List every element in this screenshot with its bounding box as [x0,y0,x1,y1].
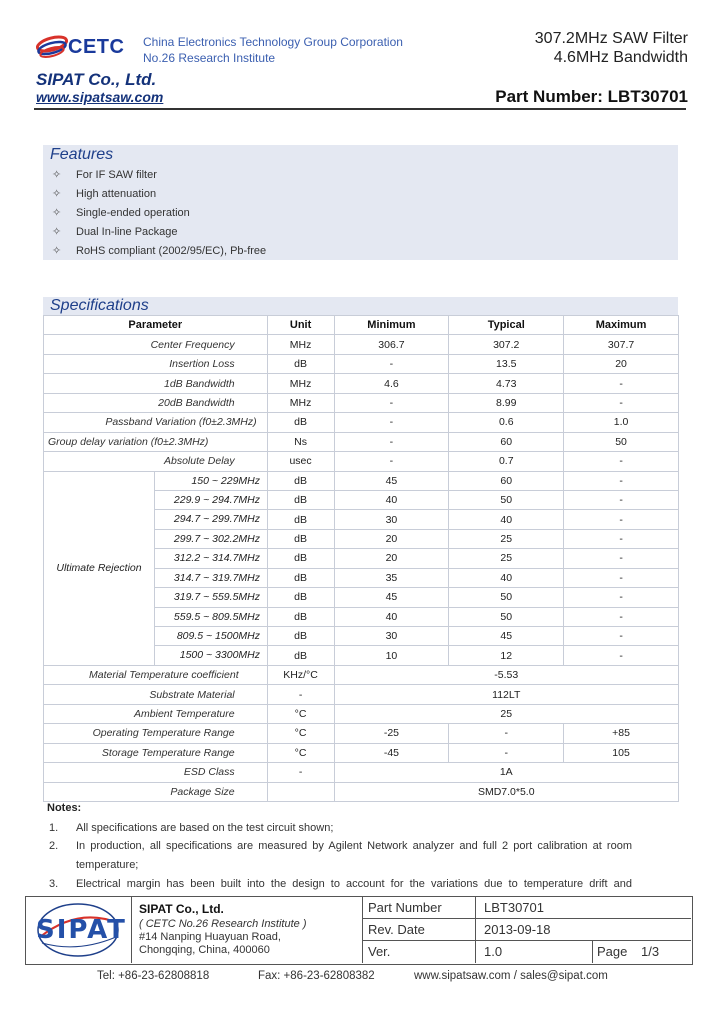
table-row: Substrate Material - 112LT [44,685,679,704]
product-title-line1: 307.2MHz SAW Filter [534,30,688,47]
footer-ver-label: Ver. [368,944,391,959]
rejection-row: dB 30 45 - [44,627,679,646]
diamond-bullet-icon: ✧ [52,207,62,219]
notes-title: Notes: [47,802,82,814]
rejection-label: Ultimate Rejection [56,562,142,575]
diamond-bullet-icon: ✧ [52,226,62,238]
table-row: Center Frequency MHz 306.7 307.2 307.7 [44,335,679,354]
footer-page-label: Page [597,944,628,959]
table-row: Insertion Loss dB - 13.5 20 [44,354,679,373]
diamond-bullet-icon: ✧ [52,188,62,200]
company-cn-line2: No.26 Research Institute [143,51,276,65]
footer-logo-cell [26,897,132,963]
feature-item: ✧ RoHS compliant (2002/95/EC), Pb-free [52,245,267,257]
company-name: SIPAT Co., Ltd. [36,70,157,89]
table-row: Package Size SMD7.0*5.0 [44,782,679,801]
table-row: ESD Class - 1A [44,763,679,782]
features-title: Features [50,146,114,163]
note-item: 2. In production, all specifications are measured by Agilent Network analyzer and full 2 port calibration at room [49,840,632,852]
website-link[interactable]: www.sipatsaw.com [36,89,164,105]
feature-item: ✧ High attenuation [52,188,157,200]
header-divider [34,108,686,110]
footer-address-1: #14 Nanping Huayuan Road, [139,931,281,943]
header-typical: Typical [449,316,564,335]
specifications-title: Specifications [50,297,149,314]
table-row: Operating Temperature Range °C -25 - +85 [44,724,679,743]
feature-item: ✧ For IF SAW filter [52,169,157,181]
table-header-row [44,316,679,335]
rejection-row: dB 40 50 - [44,490,679,509]
rejection-row: dB 20 25 - [44,529,679,548]
header-unit: Unit [267,316,334,335]
rejection-row: dB 45 50 - [44,588,679,607]
diamond-bullet-icon: ✧ [52,169,62,181]
table-row: Ambient Temperature °C 25 [44,704,679,723]
company-cn-line1: China Electronics Technology Group Corporation [143,35,403,49]
note-item: 1. All specifications are based on the test circuit shown; [49,822,334,834]
rejection-row: dB 30 40 - [44,510,679,529]
rejection-row: Ultimate Rejection 150 ~ 229MHz 229.9 ~ 294.7MHz 294.7 ~ 299.7MHz 299.7 ~ 302.2MHz 312.2 ~ 314.7MHz 314.7 ~ 319.7MHz 319.7 ~ 559.5MHz 559.5 ~ 809.5MHz 809.5 ~ 1500MHz 1500 ~ 3300MHz dB 45 60 - [44,471,679,490]
header-minimum: Minimum [334,316,449,335]
table-row: Group delay variation (f0±2.3MHz) Ns - 60 50 [44,432,679,451]
footer-rev-label: Rev. Date [368,922,425,937]
footer-rev-value: 2013-09-18 [484,922,551,937]
part-number-heading [495,87,688,107]
rejection-row: dB 10 12 - [44,646,679,665]
footer-page-value: 1/3 [641,944,660,959]
table-row: Absolute Delay usec - 0.7 - [44,452,679,471]
note-item: 3. Electrical margin has been built into the design to account for the variations due to temperature drift and [49,878,632,890]
specifications-table [43,315,679,802]
rejection-row: dB 40 50 - [44,607,679,626]
footer-pn-label: Part Number [368,900,442,915]
header-parameter: Parameter [44,316,268,335]
header-maximum: Maximum [564,316,679,335]
footer-institute: ( CETC No.26 Research Institute ) [139,918,307,930]
footer-address-2: Chongqing, China, 400060 [139,944,270,956]
footer-tel: Tel: +86-23-62808818 [97,970,210,982]
footer-pn-value: LBT30701 [484,900,544,915]
features-section [43,145,678,260]
table-row: 20dB Bandwidth MHz - 8.99 - [44,393,679,412]
footer-fax: Fax: +86-23-62808382 [258,970,375,982]
table-row: Material Temperature coefficient KHz/°C -5.53 [44,665,679,684]
table-row: 1dB Bandwidth MHz 4.6 4.73 - [44,374,679,393]
note-item-continuation: temperature; [76,859,139,871]
rejection-row: dB 20 25 - [44,549,679,568]
footer-ver-value: 1.0 [484,944,503,959]
feature-item: ✧ Dual In-line Package [52,226,178,238]
feature-item: ✧ Single-ended operation [52,207,190,219]
footer-company: SIPAT Co., Ltd. [139,902,224,916]
part-number-label: Part Number: [495,87,603,106]
footer-logo-text: SIPAT [36,915,127,945]
product-title-line2: 4.6MHz Bandwidth [553,49,688,66]
table-row: Storage Temperature Range °C -45 - 105 [44,743,679,762]
table-row: Passband Variation (f0±2.3MHz) dB - 0.6 1.0 [44,413,679,432]
part-number-value: LBT30701 [607,87,688,106]
diamond-bullet-icon: ✧ [52,245,62,257]
rejection-row: dB 35 40 - [44,568,679,587]
footer-web-mail[interactable]: www.sipatsaw.com / sales@sipat.com [414,970,608,982]
cetc-logo-text: CETC [68,36,125,58]
